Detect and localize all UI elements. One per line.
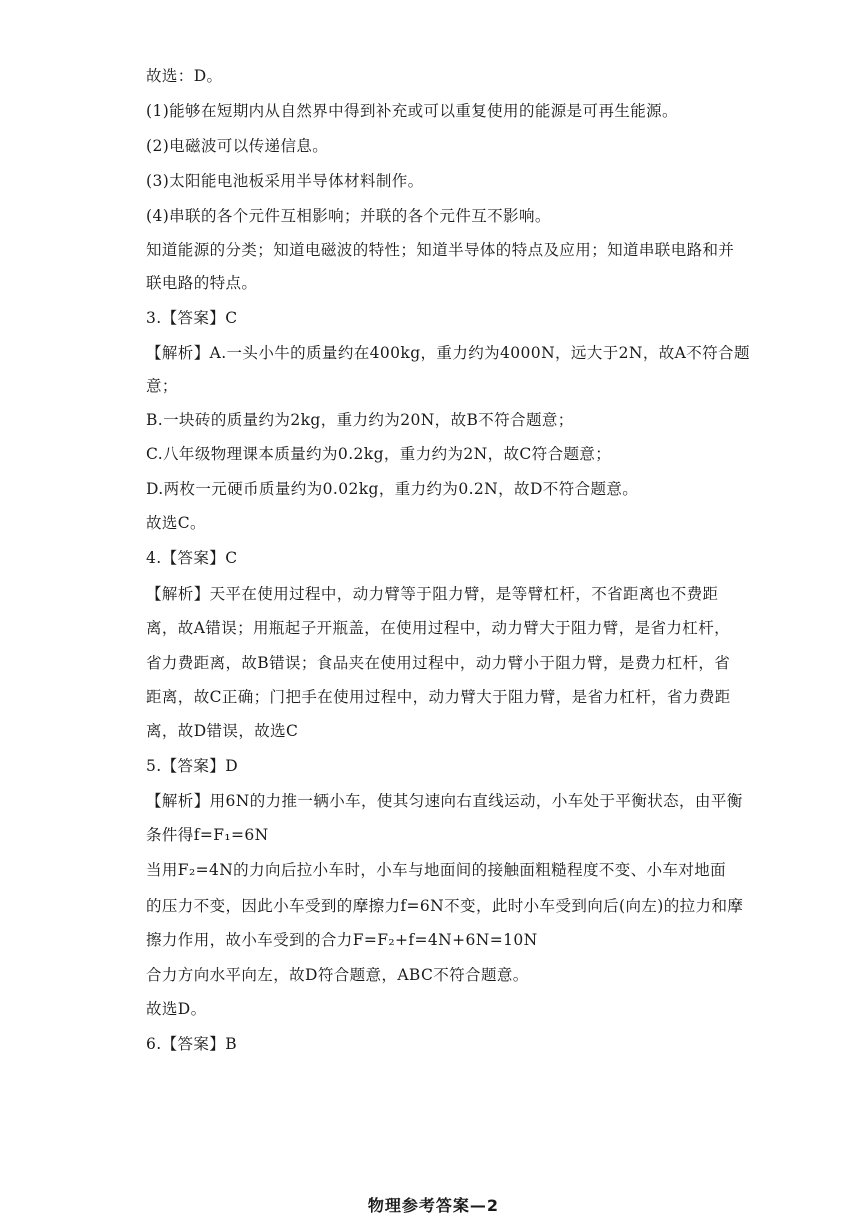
text-line: 的压力不变，因此小车受到的摩擦力f=6N不变，此时小车受到向后(向左)的拉力和摩 — [146, 897, 744, 915]
text-line: C.八年级物理课本质量约为0.2kg，重力约为2N，故C符合题意； — [146, 445, 612, 463]
text-line: 合力方向水平向左，故D符合题意，ABC不符合题意。 — [146, 966, 529, 984]
text-line: 离，故D错误，故选C — [146, 722, 299, 740]
text-line: (3)太阳能电池板采用半导体材料制作。 — [146, 172, 424, 190]
text-line: 故选C。 — [146, 514, 206, 532]
answer-heading: 3.【答案】C — [146, 309, 238, 327]
text-line: 距离，故C正确；门把手在使用过程中，动力臂大于阻力臂，是省力杠杆，省力费距 — [146, 688, 731, 706]
text-line: 【解析】天平在使用过程中，动力臂等于阻力臂，是等臂杠杆，不省距离也不费距 — [146, 585, 719, 603]
page-footer: 物理参考答案—2 — [367, 1196, 500, 1215]
text-line: (1)能够在短期内从自然界中得到补充或可以重复使用的能源是可再生能源。 — [146, 102, 678, 120]
text-line: 擦力作用，故小车受到的合力F=F₂+f=4N+6N=10N — [146, 931, 538, 949]
answer-heading: 4.【答案】C — [146, 549, 238, 567]
text-line: 离，故A错误；用瓶起子开瓶盖，在使用过程中，动力臂大于阻力臂，是省力杠杆， — [146, 619, 730, 637]
answer-heading: 5.【答案】D — [146, 757, 239, 775]
text-line: B.一块砖的质量约为2kg，重力约为20N，故B不符合题意； — [146, 411, 574, 429]
text-line: 【解析】A.一头小牛的质量约在400kg，重力约为4000N，远大于2N，故A不符合题 — [146, 344, 750, 362]
text-line: (2)电磁波可以传递信息。 — [146, 137, 329, 155]
text-line: 当用F₂=4N的力向后拉小车时，小车与地面间的接触面粗糙程度不变、小车对地面 — [146, 861, 727, 879]
text-line: 意； — [146, 377, 178, 395]
text-line: 【解析】用6N的力推一辆小车，使其匀速向右直线运动，小车处于平衡状态，由平衡 — [146, 792, 743, 810]
text-line: 条件得f=F₁=6N — [146, 826, 269, 844]
text-line: D.两枚一元硬币质量约为0.02kg，重力约为0.2N，故D不符合题意。 — [146, 480, 639, 498]
text-line: 知道能源的分类；知道电磁波的特性；知道半导体的特点及应用；知道串联电路和并 — [146, 241, 735, 259]
text-line: 故选：D。 — [146, 67, 223, 85]
text-line: (4)串联的各个元件互相影响；并联的各个元件互不影响。 — [146, 207, 551, 225]
text-line: 联电路的特点。 — [146, 274, 258, 292]
text-line: 故选D。 — [146, 1000, 207, 1018]
text-line: 省力费距离，故B错误；食品夹在使用过程中，动力臂小于阻力臂，是费力杠杆，省 — [146, 654, 731, 672]
answer-heading: 6.【答案】B — [146, 1035, 237, 1053]
